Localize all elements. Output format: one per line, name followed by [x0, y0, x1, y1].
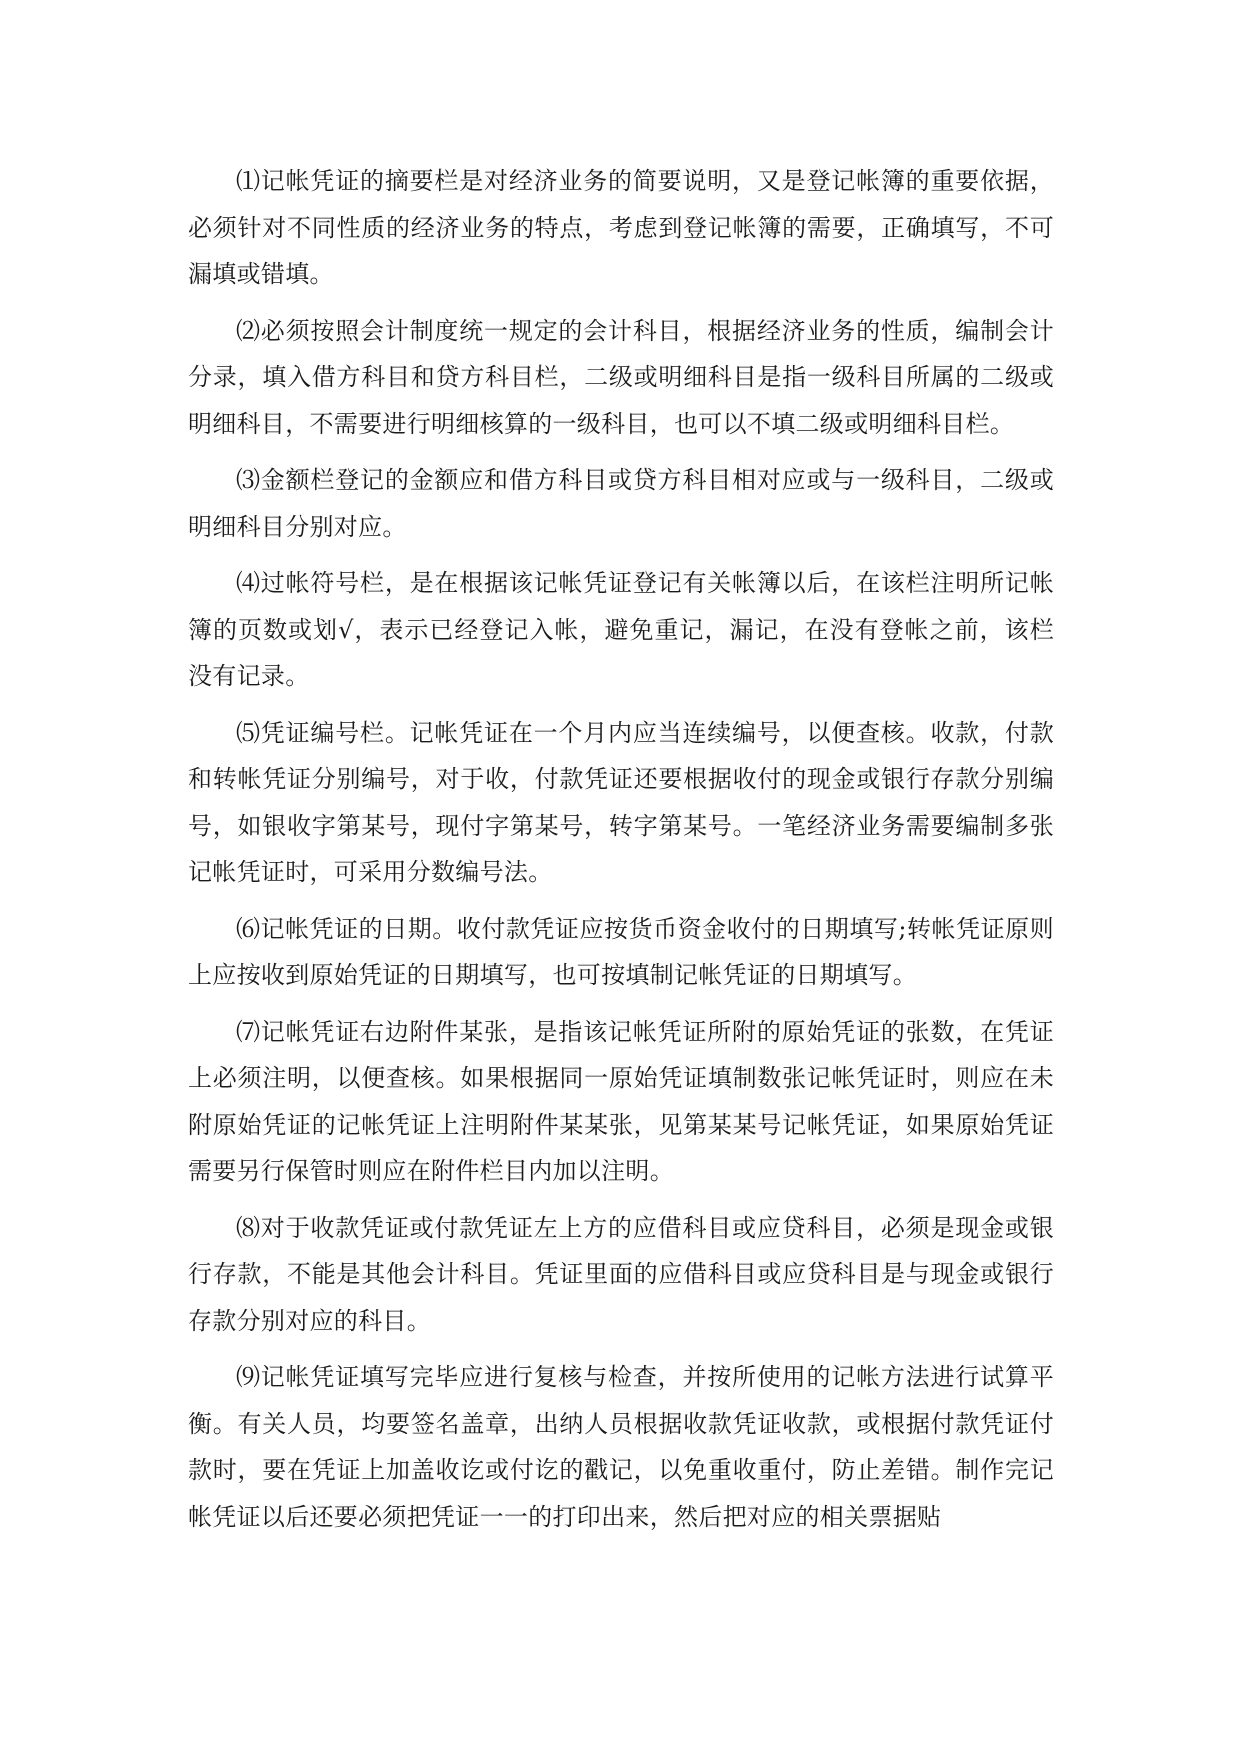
paragraph-8: ⑻对于收款凭证或付款凭证左上方的应借科目或应贷科目，必须是现金或银行存款，不能是其他会计科目。凭证里面的应借科目或应贷科目是与现金或银行存款分别对应的科目。: [188, 1213, 1054, 1335]
paragraph-1: ⑴记帐凭证的摘要栏是对经济业务的简要说明，又是登记帐簿的重要依据，必须针对不同性质的经济业务的特点，考虑到登记帐簿的需要，正确填写，不可漏填或错填。: [188, 167, 1054, 288]
paragraph-2: ⑵必须按照会计制度统一规定的会计科目，根据经济业务的性质，编制会计分录，填入借方科目和贷方科目栏，二级或明细科目是指一级科目所属的二级或明细科目，不需要进行明细核算的一级科目，也可以不填二级或明细科目栏。: [188, 316, 1054, 438]
paragraph-7: ⑺记帐凭证右边附件某张，是指该记帐凭证所附的原始凭证的张数，在凭证上必须注明，以便查核。如果根据同一原始凭证填制数张记帐凭证时，则应在未附原始凭证的记帐凭证上注明附件某某张，见第某某号记帐凭证，如果原始凭证需要另行保管时则应在附件栏目内加以注明。: [188, 1017, 1054, 1185]
paragraph-4: ⑷过帐符号栏，是在根据该记帐凭证登记有关帐簿以后，在该栏注明所记帐簿的页数或划√，表示已经登记入帐，避免重记，漏记，在没有登帐之前，该栏没有记录。: [188, 569, 1054, 690]
paragraph-6: ⑹记帐凭证的日期。收付款凭证应按货币资金收付的日期填写;转帐凭证原则上应按收到原始凭证的日期填写，也可按填制记帐凭证的日期填写。: [188, 914, 1054, 989]
paragraph-9: ⑼记帐凭证填写完毕应进行复核与检查，并按所使用的记帐方法进行试算平衡。有关人员，均要签名盖章，出纳人员根据收款凭证收款，或根据付款凭证付款时，要在凭证上加盖收讫或付讫的戳记，以免重收重付，防止差错。制作完记帐凭证以后还要必须把凭证一一的打印出来，然后把对应的相关票据贴: [188, 1363, 1054, 1531]
document-body: [188, 158, 1054, 1550]
paragraph-5: ⑸凭证编号栏。记帐凭证在一个月内应当连续编号，以便查核。收款，付款和转帐凭证分别编号，对于收，付款凭证还要根据收付的现金或银行存款分别编号，如银收字第某号，现付字第某号，转字第某号。一笔经济业务需要编制多张记帐凭证时，可采用分数编号法。: [188, 718, 1054, 886]
paragraph-3: ⑶金额栏登记的金额应和借方科目或贷方科目相对应或与一级科目，二级或明细科目分别对应。: [188, 466, 1054, 541]
